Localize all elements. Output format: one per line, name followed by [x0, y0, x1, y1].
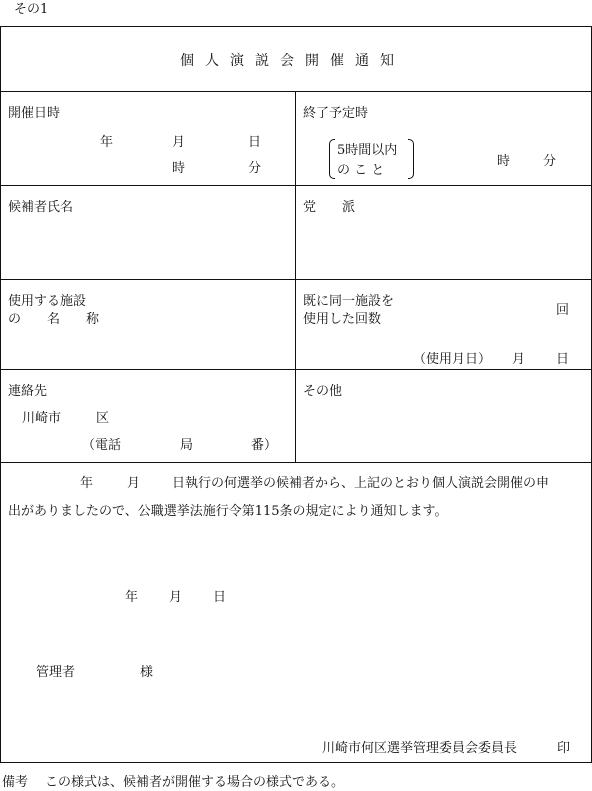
date-month: 月: [169, 590, 183, 605]
divider: [0, 369, 592, 370]
remark-text: この様式は、候補者が開催する場合の様式である。: [45, 775, 345, 790]
divider: [0, 185, 592, 186]
end-label: 終了予定時: [303, 106, 369, 121]
prior-use-count-unit: 回: [556, 303, 570, 318]
contact-exchange: 局: [180, 438, 194, 453]
used-month: 月: [512, 352, 526, 367]
issuer-name: 川崎市何区選挙管理委員会委員長: [322, 741, 518, 756]
form-number: その1: [14, 2, 49, 17]
date-year: 年: [125, 590, 139, 605]
bracket-right: [408, 139, 414, 179]
start-month: 月: [172, 135, 186, 150]
issuer-seal: 印: [557, 741, 571, 756]
prior-use-label-line2: 使用した回数: [303, 312, 382, 327]
notice-line1: 日執行の何選挙の候補者から、上記のとおり個人演説会開催の申: [172, 476, 550, 491]
date-day: 日: [213, 590, 227, 605]
used-date-label: （使用月日）: [413, 352, 492, 367]
form-frame: [0, 26, 592, 763]
divider: [0, 462, 592, 463]
divider: [0, 279, 592, 280]
start-hour: 時: [172, 161, 186, 176]
end-note-line1: 5時間以内: [337, 143, 398, 158]
party-label: 党 派: [303, 200, 356, 215]
contact-number: 番）: [251, 438, 278, 453]
contact-label: 連絡先: [8, 384, 48, 399]
bracket-left: [329, 139, 335, 179]
divider: [0, 91, 592, 92]
start-year: 年: [100, 135, 114, 150]
column-divider: [295, 91, 296, 462]
notice-month: 月: [127, 476, 141, 491]
notice-line2: 出がありましたので、公職選挙法施行令第115条の規定により通知します。: [8, 504, 448, 519]
candidate-label: 候補者氏名: [8, 200, 74, 215]
end-hour: 時: [497, 154, 511, 169]
end-minute: 分: [543, 154, 557, 169]
start-label: 開催日時: [8, 106, 61, 121]
notice-year: 年: [80, 476, 94, 491]
remark-label: 備考: [2, 775, 29, 790]
other-label: その他: [303, 384, 343, 399]
start-minute: 分: [248, 161, 262, 176]
contact-ward: 区: [96, 411, 110, 426]
form-title: 個人演説会開催通知: [180, 53, 405, 69]
contact-city: 川崎市: [22, 411, 62, 426]
manager-label: 管理者: [36, 665, 76, 680]
end-note-line2: の こ と: [337, 163, 385, 178]
manager-honorific: 様: [140, 665, 154, 680]
facility-label-line1: 使用する施設: [8, 294, 87, 309]
facility-label-line2: の 名 称: [8, 312, 100, 327]
contact-phone-open: （電話: [82, 438, 122, 453]
start-day: 日: [248, 135, 262, 150]
used-day: 日: [556, 352, 570, 367]
prior-use-label-line1: 既に同一施設を: [303, 294, 395, 309]
